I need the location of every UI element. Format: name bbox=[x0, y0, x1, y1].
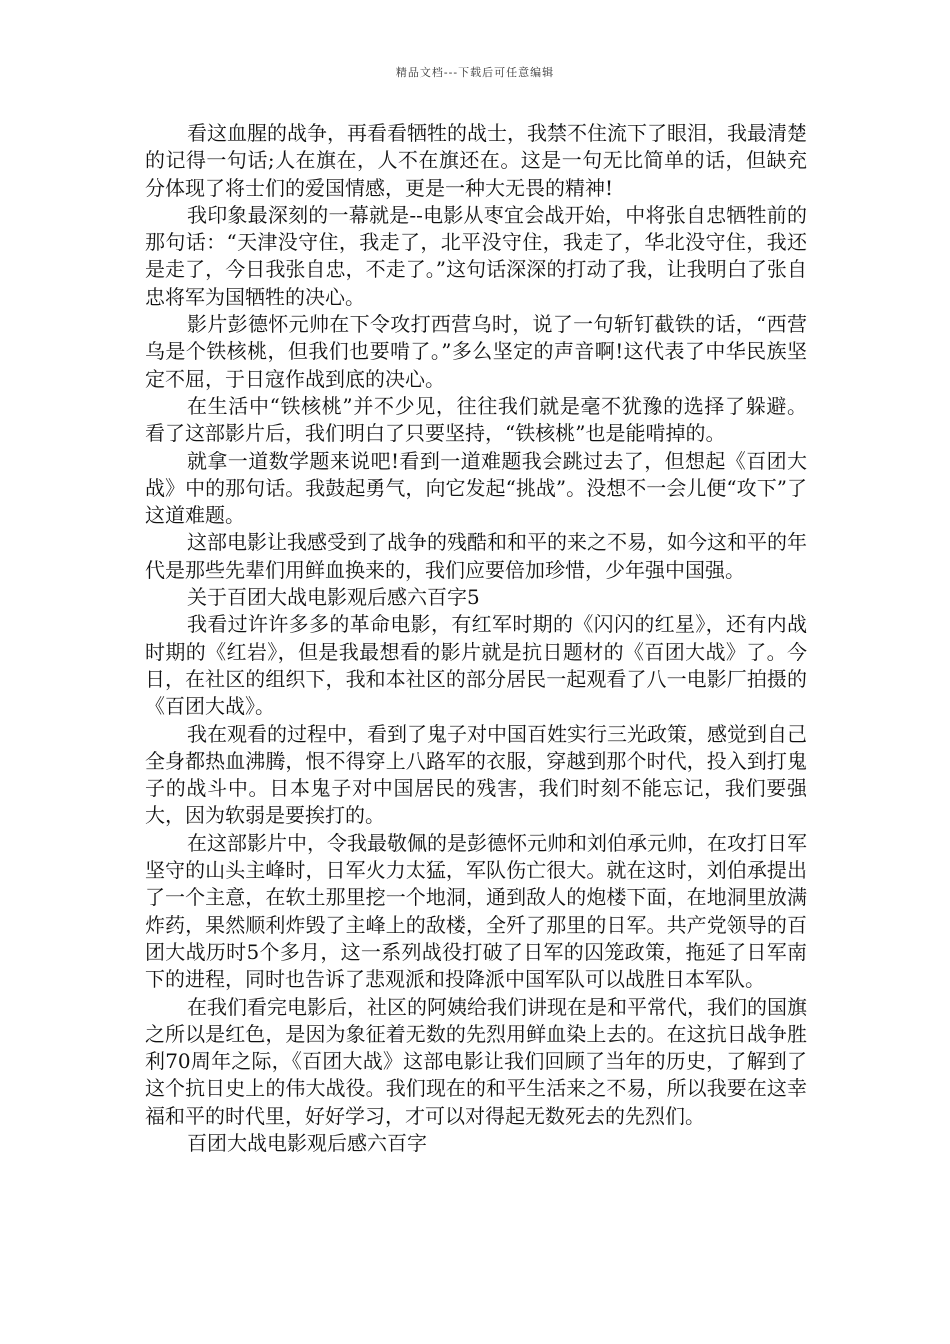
section-heading-5: 关于百团大战电影观后感六百字5 bbox=[187, 585, 480, 610]
paragraph-5: 就拿一道数学题来说吧!看到一道难题我会跳过去了，但想起《百团大战》中的那句话。我鼓起勇气，向它发起“挑战”。没想不一会儿便“攻下”了这道难题。 bbox=[145, 448, 807, 528]
paragraph-1: 看这血腥的战争，再看看牺牲的战士，我禁不住流下了眼泪，我最清楚的记得一句话;人在旗在，人不在旗还在。这是一句无比简单的话，但缺充分体现了将士们的爱国情感，更是一种大无畏的精神! bbox=[145, 121, 807, 200]
paragraph-7: 我看过许许多多的革命电影，有红军时期的《闪闪的红星》，还有内战时期的《红岩》，但是我最想看的影片就是抗日题材的《百团大战》了。今日，在社区的组织下，我和本社区的部分居民一起观看了八一电影厂拍摄的《百团大战》。 bbox=[145, 612, 807, 719]
document-body bbox=[145, 120, 807, 1157]
paragraph-2: 我印象最深刻的一幕就是--电影从枣宜会战开始，中将张自忠牺牲前的那句话：“天津没守住，我走了，北平没守住，我走了，华北没守住，我还是走了，今日我张自忠，不走了。”这句话深深的打动了我，让我明白了张自忠将军为国牺牲的决心。 bbox=[145, 202, 807, 309]
paragraph-6: 这部电影让我感受到了战争的残酷和和平的来之不易，如今这和平的年代是那些先辈们用鲜血换来的，我们应要倍加珍惜，少年强中国强。 bbox=[145, 530, 807, 582]
page-header: 精品文档---下载后可任意编辑 bbox=[395, 66, 555, 79]
paragraph-8: 我在观看的过程中，看到了鬼子对中国百姓实行三光政策，感觉到自己全身都热血沸腾，恨不得穿上八路军的衣服，穿越到那个时代，投入到打鬼子的战斗中。日本鬼子对中国居民的残害，我们时刻不能忘记，我们要强大，因为软弱是要挨打的。 bbox=[145, 721, 807, 828]
paragraph-3: 影片彭德怀元帅在下令攻打西营乌时，说了一句斩钉截铁的话，“西营乌是个铁核桃，但我们也要啃了。”多么坚定的声音啊!这代表了中华民族坚定不屈，于日寇作战到底的决心。 bbox=[145, 312, 807, 391]
paragraph-9: 在这部影片中，令我最敬佩的是彭德怀元帅和刘伯承元帅，在攻打日军坚守的山头主峰时，日军火力太猛，军队伤亡很大。就在这时，刘伯承提出了一个主意，在软土那里挖一个地洞，通到敌人的炮楼下面，在地洞里放满炸药，果然顺利炸毁了主峰上的敌楼，全歼了那里的日军。共产党领导的百团大战历时5个多月，这一系列战役打破了日军的囚笼政策，拖延了日军南下的进程，同时也告诉了悲观派和投降派中国军队可以战胜日本军队。 bbox=[145, 830, 807, 992]
paragraph-10: 在我们看完电影后，社区的阿姨给我们讲现在是和平常代，我们的国旗之所以是红色，是因为象征着无数的先烈用鲜血染上去的。在这抗日战争胜利70周年之际，《百团大战》这部电影让我们回顾了当年的历史，了解到了这个抗日史上的伟大战役。我们现在的和平生活来之不易，所以我要在这幸福和平的时代里，好好学习，才可以对得起无数死去的先烈们。 bbox=[145, 994, 807, 1128]
section-heading-next: 百团大战电影观后感六百字 bbox=[187, 1130, 427, 1155]
paragraph-4: 在生活中“铁核桃”并不少见，往往我们就是毫不犹豫的选择了躲避。看了这部影片后，我们明白了只要坚持，“铁核桃”也是能啃掉的。 bbox=[145, 393, 807, 446]
